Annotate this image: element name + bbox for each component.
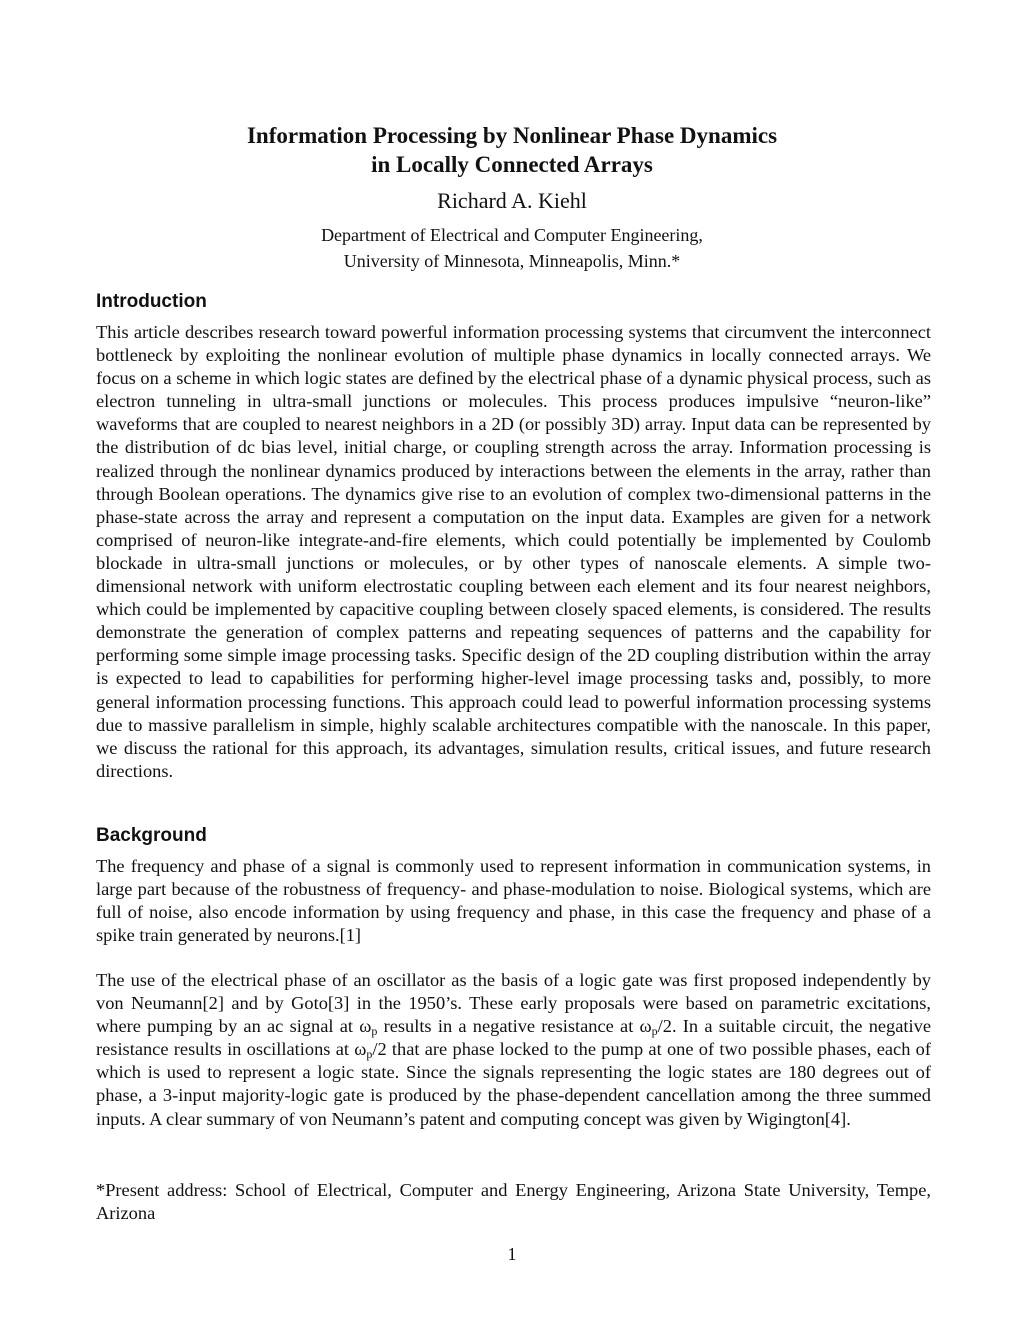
author-name: Richard A. Kiehl: [437, 188, 587, 213]
paper-title-line-2: in Locally Connected Arrays: [371, 152, 653, 177]
bg-p2-text-b: results in a negative resistance at ω: [377, 1016, 652, 1037]
footnote: *Present address: School of Electrical, Computer and Energy Engineering, Arizona State University, Tempe, Arizona: [96, 1180, 931, 1224]
page-number: 1: [507, 1244, 517, 1264]
omega-p-subscript-1: p: [371, 1024, 378, 1039]
affiliation-line-2: University of Minnesota, Minneapolis, Minn.*: [343, 251, 681, 271]
bg-p2-text-d: /2 that are phase locked to the pump at one of two possible phases, each of which is used to represent a logic state. Since the signals representing the logic states are 180 degrees out of phase, a 3-input majority-logic gate is produced by the phase-dependent cancellation among the three summed inputs. A clear summary of von Neumann’s patent and computing concept was given by Wigington[4].: [96, 1039, 931, 1129]
introduction-heading: Introduction: [96, 291, 207, 312]
background-heading: Background: [96, 825, 207, 846]
omega-p-subscript-2: p: [651, 1024, 658, 1039]
background-paragraph-1: The frequency and phase of a signal is commonly used to represent information in communication systems, in large part because of the robustness of frequency- and phase-modulation to noise. Biological systems, which are full of noise, also encode information by using frequency and phase, in this case the frequency and phase of a spike train generated by neurons.[1]: [96, 856, 931, 946]
background-paragraph-2: [96, 969, 931, 1131]
bg-p2-text-a: The use of the electrical phase of an oscillator as the basis of a logic gate was first proposed independently by von Neumann[2] and by Goto[3] in the 1950’s. These early proposals were based on parametric excitations, where pumping by an ac signal at ω: [96, 970, 931, 1037]
affiliation-line-1: Department of Electrical and Computer Engineering,: [321, 225, 703, 245]
paper-title-line-1: Information Processing by Nonlinear Phase Dynamics: [246, 123, 778, 148]
bg-p2-text-c: /2. In a suitable circuit, the negative resistance results in oscillations at ω: [96, 1016, 931, 1060]
omega-p-subscript-3: p: [366, 1047, 373, 1062]
introduction-paragraph: This article describes research toward powerful information processing systems that circumvent the interconnect bottleneck by exploiting the nonlinear evolution of multiple phase dynamics in locally connected arrays. We focus on a scheme in which logic states are defined by the electrical phase of a dynamic physical process, such as electron tunneling in ultra-small junctions or molecules. This process produces impulsive “neuron-like” waveforms that are coupled to nearest neighbors in a 2D (or possibly 3D) array. Input data can be represented by the distribution of dc bias level, initial charge, or coupling strength across the array. Information processing is realized through the nonlinear dynamics produced by interactions between the elements in the array, rather than through Boolean operations. The dynamics give rise to an evolution of complex two-dimensional patterns in the phase-state across the array and represent a computation on the input data. Examples are given for a network comprised of neuron-like integrate-and-fire elements, which could potentially be implemented by Coulomb blockade in ultra-small junctions or molecules, or by other types of nanoscale elements. A simple two-dimensional network with uniform electrostatic coupling between each element and its four nearest neighbors, which could be implemented by capacitive coupling between closely spaced elements, is considered. The results demonstrate the generation of complex patterns and repeating sequences of patterns and the capability for performing some simple image processing tasks. Specific design of the 2D coupling distribution within the array is expected to lead to capabilities for performing higher-level image processing tasks and, possibly, to more general information processing functions. This approach could lead to powerful information processing systems due to massive parallelism in simple, highly scalable architectures compatible with the nanoscale. In this paper, we discuss the rational for this approach, its advantages, simulation results, critical issues, and future research directions.: [96, 322, 931, 781]
